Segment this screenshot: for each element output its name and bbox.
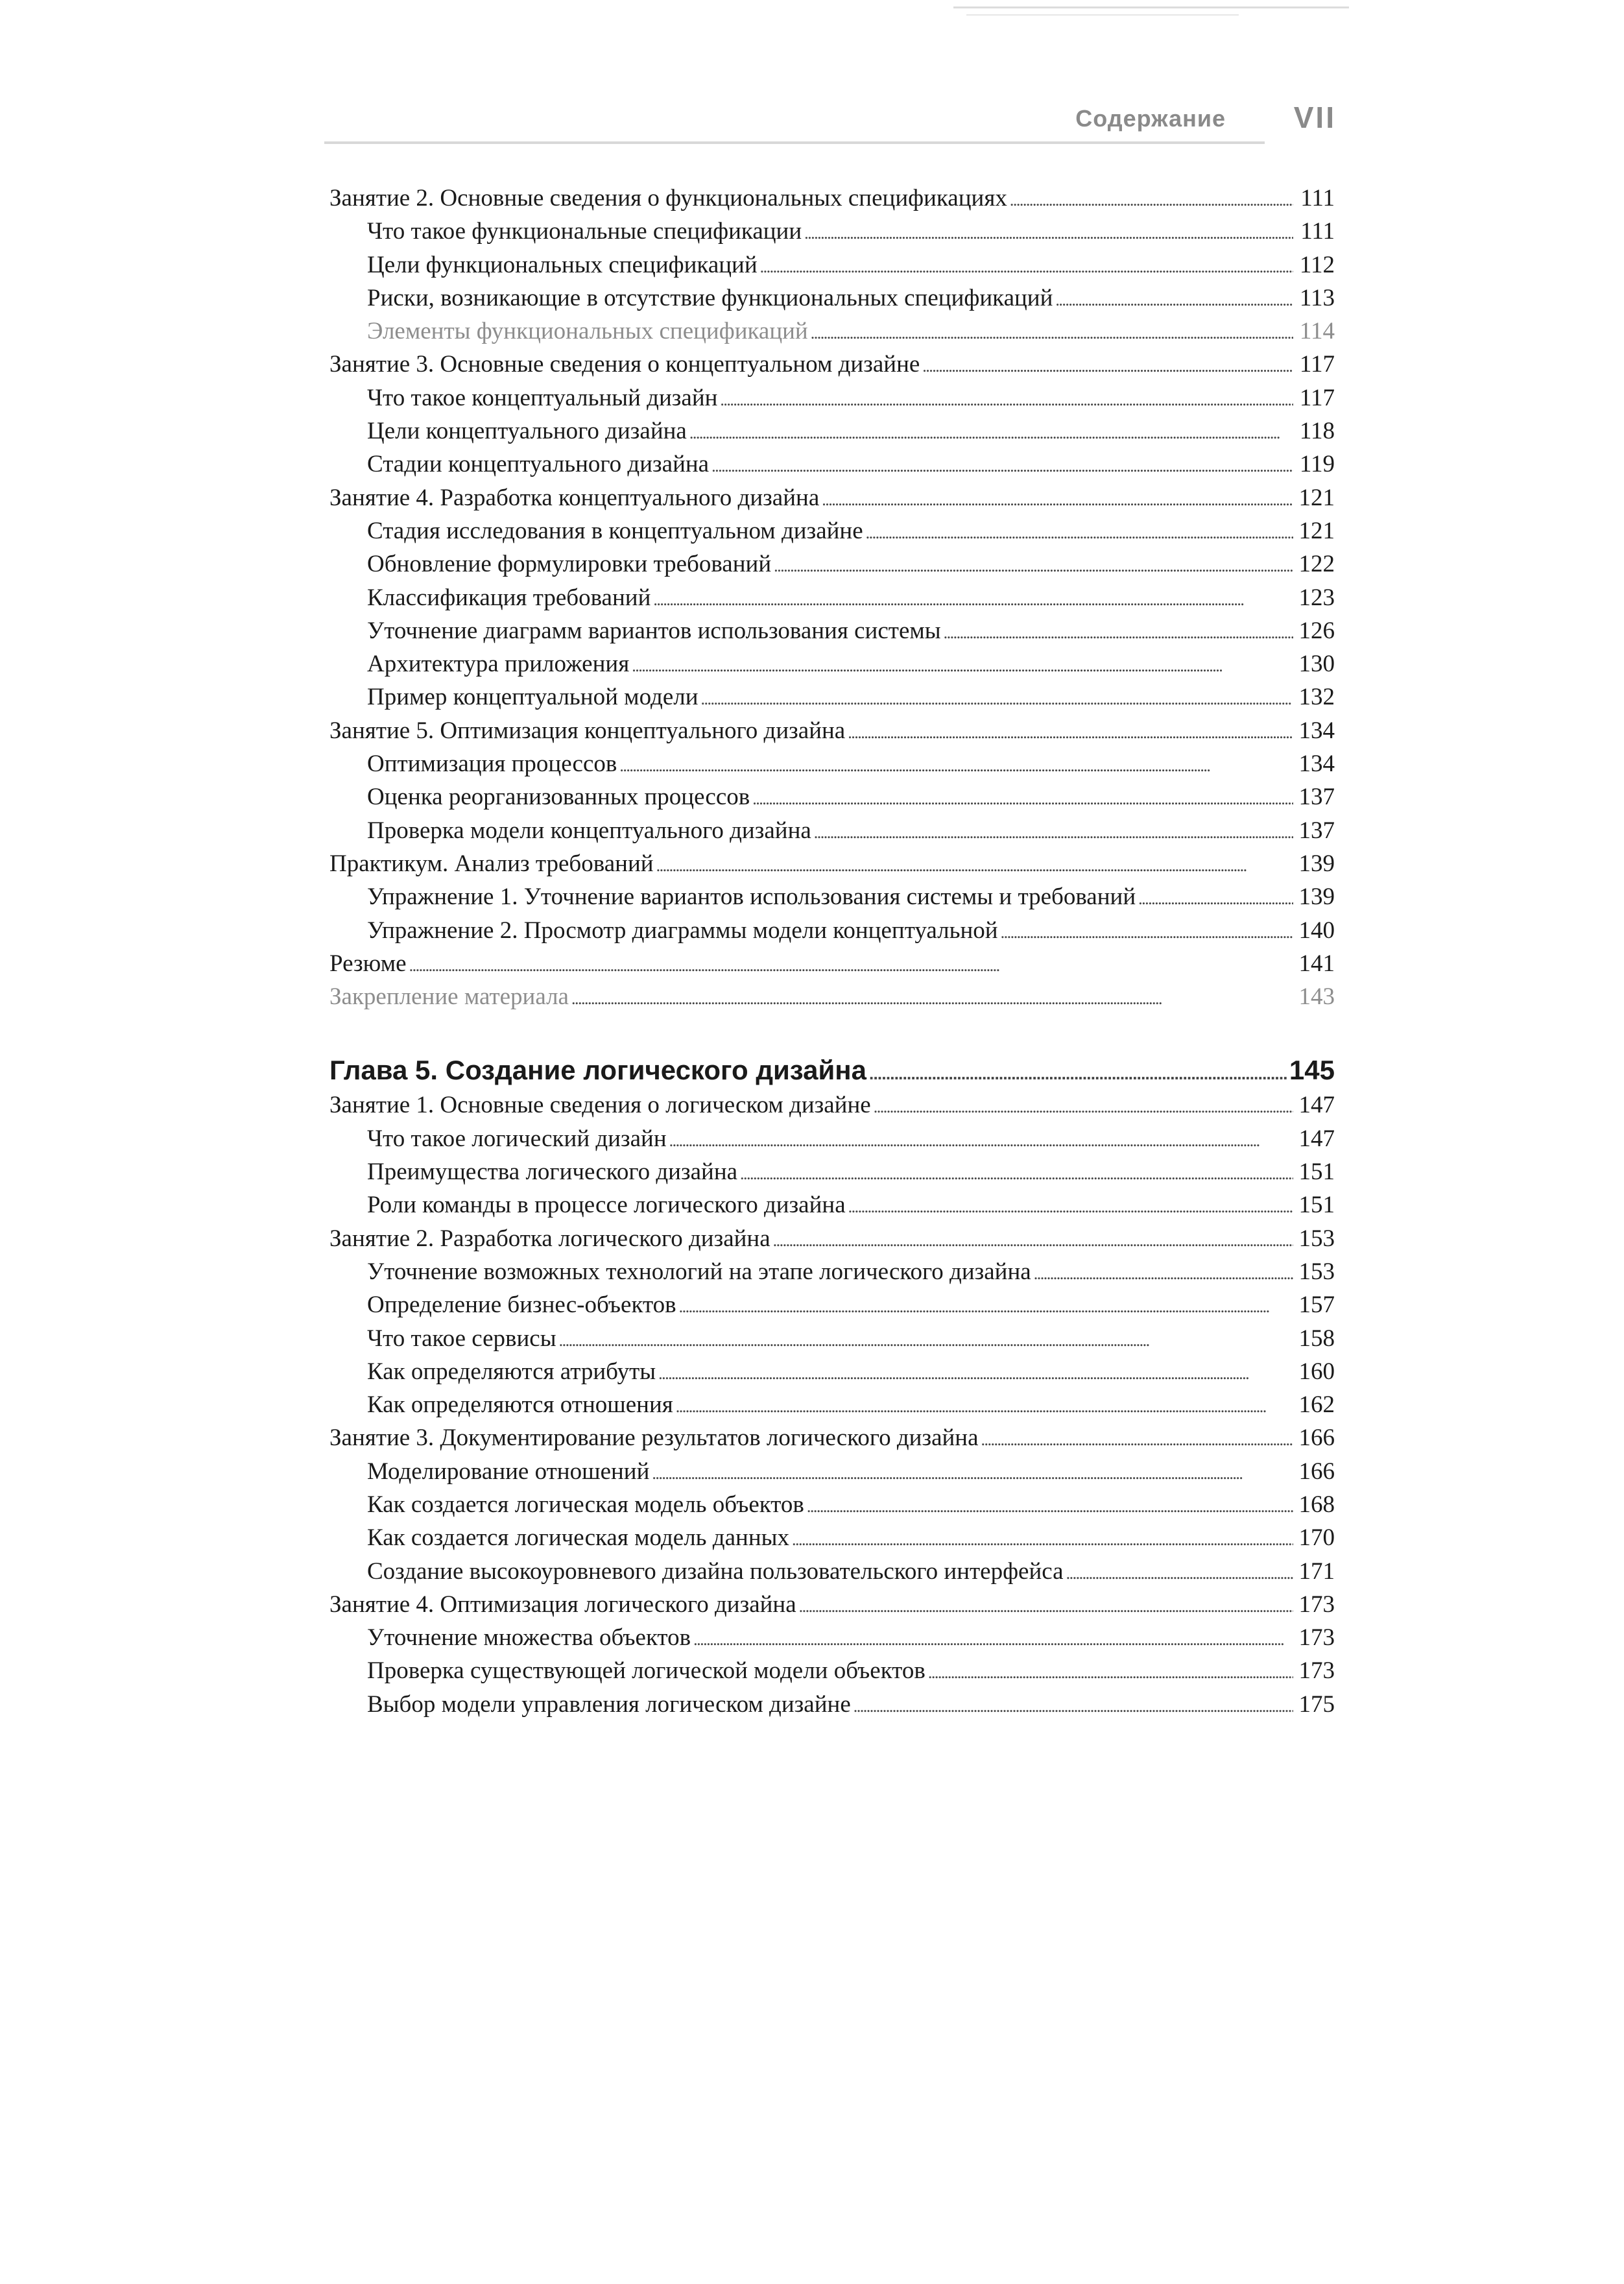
toc-section-entry	[329, 1654, 1335, 1687]
toc-section-entry	[329, 581, 1335, 614]
toc-entry-title: Уточнение множества объектов	[367, 1624, 691, 1652]
page-number: VII	[1293, 101, 1336, 134]
toc-entry-title: Как создается логическая модель объектов	[367, 1491, 804, 1518]
toc-entry-page: 153	[1298, 1258, 1335, 1285]
dot-leader	[792, 1521, 1293, 1556]
toc-entry-page: 157	[1298, 1292, 1335, 1319]
toc-entry-page: 139	[1298, 850, 1335, 877]
toc-entry-title: Определение бизнес-объектов	[367, 1292, 676, 1319]
toc-lesson-entry	[329, 980, 1335, 1013]
toc-section-entry	[329, 1188, 1335, 1221]
toc-section-entry	[329, 547, 1335, 581]
toc-entry-page: 170	[1298, 1524, 1335, 1552]
toc-section-entry	[329, 780, 1335, 813]
toc-lesson-entry	[329, 348, 1335, 381]
toc-entry-title: Что такое функциональные спецификации	[367, 218, 802, 245]
toc-entry-title: Упражнение 2. Просмотр диаграммы модели концептуальной	[367, 917, 998, 944]
toc-entry-page: 117	[1299, 351, 1335, 378]
table-of-contents	[329, 182, 1335, 1721]
dot-leader	[874, 1088, 1293, 1124]
toc-entry-title: Стадии концептуального дизайна	[367, 451, 710, 478]
toc-entry-page: 114	[1299, 318, 1335, 345]
toc-entry-page: 137	[1298, 817, 1335, 844]
toc-entry-title: Риски, возникающие в отсутствие функциональных спецификаций	[367, 284, 1053, 311]
toc-entry-title: Глава 5. Создание логического дизайна	[329, 1055, 867, 1086]
toc-entry-page: 171	[1298, 1557, 1335, 1585]
toc-section-entry	[329, 315, 1335, 348]
toc-entry-title: Резюме	[329, 950, 407, 977]
dot-leader	[981, 1421, 1293, 1456]
dot-leader	[799, 1588, 1293, 1623]
toc-entry-page: 111	[1300, 218, 1335, 245]
toc-entry-title: Занятие 4. Оптимизация логического дизайна	[329, 1591, 796, 1618]
toc-entry-page: 162	[1298, 1391, 1335, 1419]
toc-entry-title: Архитектура приложения	[367, 651, 630, 678]
dot-leader	[869, 1052, 1287, 1092]
toc-section-entry	[329, 914, 1335, 947]
toc-entry-page: 160	[1298, 1358, 1335, 1385]
toc-section-entry	[329, 1555, 1335, 1588]
toc-entry-title: Как создается логическая модель данных	[367, 1524, 790, 1552]
dot-leader	[807, 1488, 1293, 1523]
toc-section-entry	[329, 282, 1335, 315]
toc-section-entry	[329, 647, 1335, 680]
toc-section-entry	[329, 1255, 1335, 1288]
toc-entry-title: Выбор модели управления логическом дизайне	[367, 1690, 851, 1718]
toc-entry-title: Занятие 2. Основные сведения о функциональных спецификациях	[329, 185, 1007, 211]
toc-lesson-entry	[329, 182, 1335, 215]
toc-entry-title: Элементы функциональных спецификаций	[367, 318, 808, 345]
dot-leader	[571, 980, 1293, 1015]
dot-leader	[679, 1288, 1293, 1323]
toc-section-entry	[329, 880, 1335, 913]
dot-leader	[1066, 1555, 1293, 1590]
toc-entry-title: Занятие 2. Разработка логического дизайна	[329, 1225, 770, 1252]
toc-entry-title: Преимущества логического дизайна	[367, 1159, 738, 1186]
dot-leader	[774, 547, 1293, 583]
toc-entry-page: 151	[1298, 1192, 1335, 1219]
toc-section-entry	[329, 1355, 1335, 1388]
toc-entry-title: Закрепление материала	[329, 983, 569, 1011]
toc-entry-page: 130	[1298, 651, 1335, 678]
toc-section-entry	[329, 1688, 1335, 1721]
toc-entry-page: 117	[1299, 384, 1335, 411]
toc-entry-title: Занятие 3. Основные сведения о концептуальном дизайне	[329, 351, 920, 378]
scan-edge-rule	[953, 6, 1349, 8]
toc-entry-page: 112	[1299, 251, 1335, 278]
toc-entry-title: Проверка существующей логической модели объектов	[367, 1657, 925, 1685]
toc-entry-page: 140	[1298, 917, 1335, 944]
toc-entry-page: 123	[1298, 584, 1335, 611]
toc-entry-title: Цели функциональных спецификаций	[367, 251, 758, 278]
toc-entry-page: 111	[1300, 185, 1335, 211]
toc-entry-page: 121	[1298, 517, 1335, 544]
dot-leader	[866, 514, 1293, 549]
toc-entry-page: 126	[1298, 617, 1335, 644]
toc-entry-page: 132	[1298, 684, 1335, 711]
dot-leader	[619, 747, 1293, 782]
toc-entry-title: Занятие 1. Основные сведения о логическом дизайне	[329, 1092, 871, 1119]
toc-entry-page: 158	[1298, 1325, 1335, 1352]
toc-entry-title: Цели концептуального дизайна	[367, 418, 687, 445]
dot-leader	[760, 248, 1293, 283]
toc-entry-title: Как определяются отношения	[367, 1391, 673, 1419]
toc-section-entry	[329, 680, 1335, 714]
dot-leader	[1034, 1255, 1293, 1290]
toc-section-entry	[329, 415, 1335, 448]
scan-edge-rule-2	[966, 14, 1239, 16]
toc-section-entry	[329, 514, 1335, 547]
toc-entry-page: 141	[1298, 950, 1335, 977]
toc-chapter-entry	[329, 1052, 1335, 1088]
toc-entry-page: 153	[1298, 1225, 1335, 1252]
toc-entry-page: 143	[1298, 983, 1335, 1011]
toc-entry-title: Что такое концептуальный дизайн	[367, 384, 718, 411]
toc-entry-title: Занятие 5. Оптимизация концептуального дизайна	[329, 717, 846, 744]
dot-leader	[811, 315, 1293, 350]
dot-leader	[928, 1654, 1293, 1689]
dot-leader	[559, 1322, 1293, 1357]
toc-entry-title: Практикум. Анализ требований	[329, 850, 654, 877]
toc-entry-title: Обновление формулировки требований	[367, 551, 772, 578]
dot-leader	[804, 215, 1293, 250]
dot-leader	[1001, 914, 1293, 949]
dot-leader	[922, 348, 1293, 383]
toc-section-entry	[329, 448, 1335, 481]
dot-leader	[409, 947, 1293, 982]
toc-entry-page: 122	[1298, 551, 1335, 578]
toc-entry-page: 137	[1298, 784, 1335, 811]
dot-leader	[720, 381, 1293, 416]
toc-entry-title: Пример концептуальной модели	[367, 684, 699, 711]
toc-entry-page: 134	[1298, 751, 1335, 778]
toc-lesson-entry	[329, 1088, 1335, 1122]
toc-entry-title: Моделирование отношений	[367, 1458, 650, 1485]
toc-section-entry	[329, 248, 1335, 282]
dot-leader	[854, 1688, 1293, 1723]
toc-entry-title: Уточнение возможных технологий на этапе логического дизайна	[367, 1258, 1031, 1285]
toc-entry-title: Стадия исследования в концептуальном дизайне	[367, 517, 863, 544]
toc-entry-page: 118	[1299, 418, 1335, 445]
toc-entry-title: Уточнение диаграмм вариантов использования системы	[367, 617, 941, 644]
toc-entry-title: Упражнение 1. Уточнение вариантов использования системы и требований	[367, 884, 1136, 911]
toc-entry-page: 121	[1298, 484, 1335, 511]
toc-section-entry	[329, 1155, 1335, 1188]
toc-entry-page: 119	[1299, 451, 1335, 478]
dot-leader	[740, 1155, 1293, 1190]
dot-leader	[773, 1222, 1293, 1257]
dot-leader	[1010, 182, 1293, 217]
toc-entry-page: 113	[1299, 284, 1335, 311]
dot-leader	[652, 1455, 1293, 1490]
toc-entry-title: Роли команды в процессе логического дизайна	[367, 1192, 846, 1219]
toc-entry-page: 173	[1298, 1657, 1335, 1685]
toc-section-entry	[329, 1521, 1335, 1554]
toc-lesson-entry	[329, 714, 1335, 747]
toc-entry-page: 173	[1298, 1624, 1335, 1652]
dot-leader	[814, 814, 1293, 849]
toc-section-entry	[329, 614, 1335, 647]
toc-lesson-entry	[329, 1222, 1335, 1255]
toc-lesson-entry	[329, 1588, 1335, 1621]
toc-lesson-entry	[329, 1421, 1335, 1454]
toc-section-entry	[329, 1322, 1335, 1355]
toc-entry-title: Что такое логический дизайн	[367, 1125, 667, 1152]
toc-entry-page: 147	[1298, 1125, 1335, 1152]
toc-lesson-entry	[329, 481, 1335, 514]
toc-entry-page: 175	[1298, 1690, 1335, 1718]
running-title: Содержание	[1075, 105, 1226, 132]
toc-entry-title: Оптимизация процессов	[367, 751, 617, 778]
toc-lesson-entry	[329, 847, 1335, 880]
toc-entry-page: 134	[1298, 717, 1335, 744]
dot-leader	[701, 680, 1293, 715]
dot-leader	[658, 1355, 1293, 1390]
dot-leader	[656, 847, 1293, 882]
dot-leader	[653, 581, 1293, 616]
toc-section-entry	[329, 1621, 1335, 1654]
dot-leader	[711, 448, 1293, 483]
toc-section-entry	[329, 1288, 1335, 1321]
toc-section-entry	[329, 814, 1335, 847]
toc-entry-page: 145	[1289, 1055, 1335, 1086]
dot-leader	[848, 1188, 1293, 1223]
dot-leader	[822, 481, 1293, 516]
toc-entry-page: 173	[1298, 1591, 1335, 1618]
toc-entry-page: 139	[1298, 884, 1335, 911]
toc-entry-page: 151	[1298, 1159, 1335, 1186]
toc-section-entry	[329, 1488, 1335, 1521]
toc-entry-title: Занятие 4. Разработка концептуального дизайна	[329, 484, 820, 511]
toc-entry-title: Проверка модели концептуального дизайна	[367, 817, 811, 844]
toc-entry-title: Что такое сервисы	[367, 1325, 556, 1352]
toc-lesson-entry	[329, 947, 1335, 980]
toc-entry-page: 147	[1298, 1092, 1335, 1119]
dot-leader	[944, 614, 1293, 649]
toc-entry-title: Оценка реорганизованных процессов	[367, 784, 750, 811]
dot-leader	[848, 714, 1293, 749]
toc-section-entry	[329, 381, 1335, 415]
toc-section-entry	[329, 1455, 1335, 1488]
toc-entry-page: 168	[1298, 1491, 1335, 1518]
dot-leader	[676, 1388, 1293, 1423]
dot-leader	[1055, 282, 1293, 317]
dot-leader	[693, 1621, 1293, 1656]
dot-leader	[669, 1122, 1293, 1157]
toc-entry-title: Создание высокоуровневого дизайна пользовательского интерфейса	[367, 1557, 1064, 1585]
dot-leader	[632, 647, 1293, 682]
toc-section-entry	[329, 215, 1335, 248]
toc-section-entry	[329, 1122, 1335, 1155]
dot-leader	[752, 780, 1293, 815]
dot-leader	[1138, 880, 1293, 915]
toc-entry-title: Классификация требований	[367, 584, 651, 611]
dot-leader	[689, 415, 1293, 450]
page-header	[324, 101, 1336, 143]
header-rule	[324, 141, 1265, 144]
toc-entry-title: Занятие 3. Документирование результатов логического дизайна	[329, 1424, 979, 1452]
toc-section-entry	[329, 747, 1335, 780]
toc-entry-page: 166	[1298, 1458, 1335, 1485]
toc-entry-page: 166	[1298, 1424, 1335, 1452]
toc-entry-title: Как определяются атрибуты	[367, 1358, 656, 1385]
toc-section-entry	[329, 1388, 1335, 1421]
